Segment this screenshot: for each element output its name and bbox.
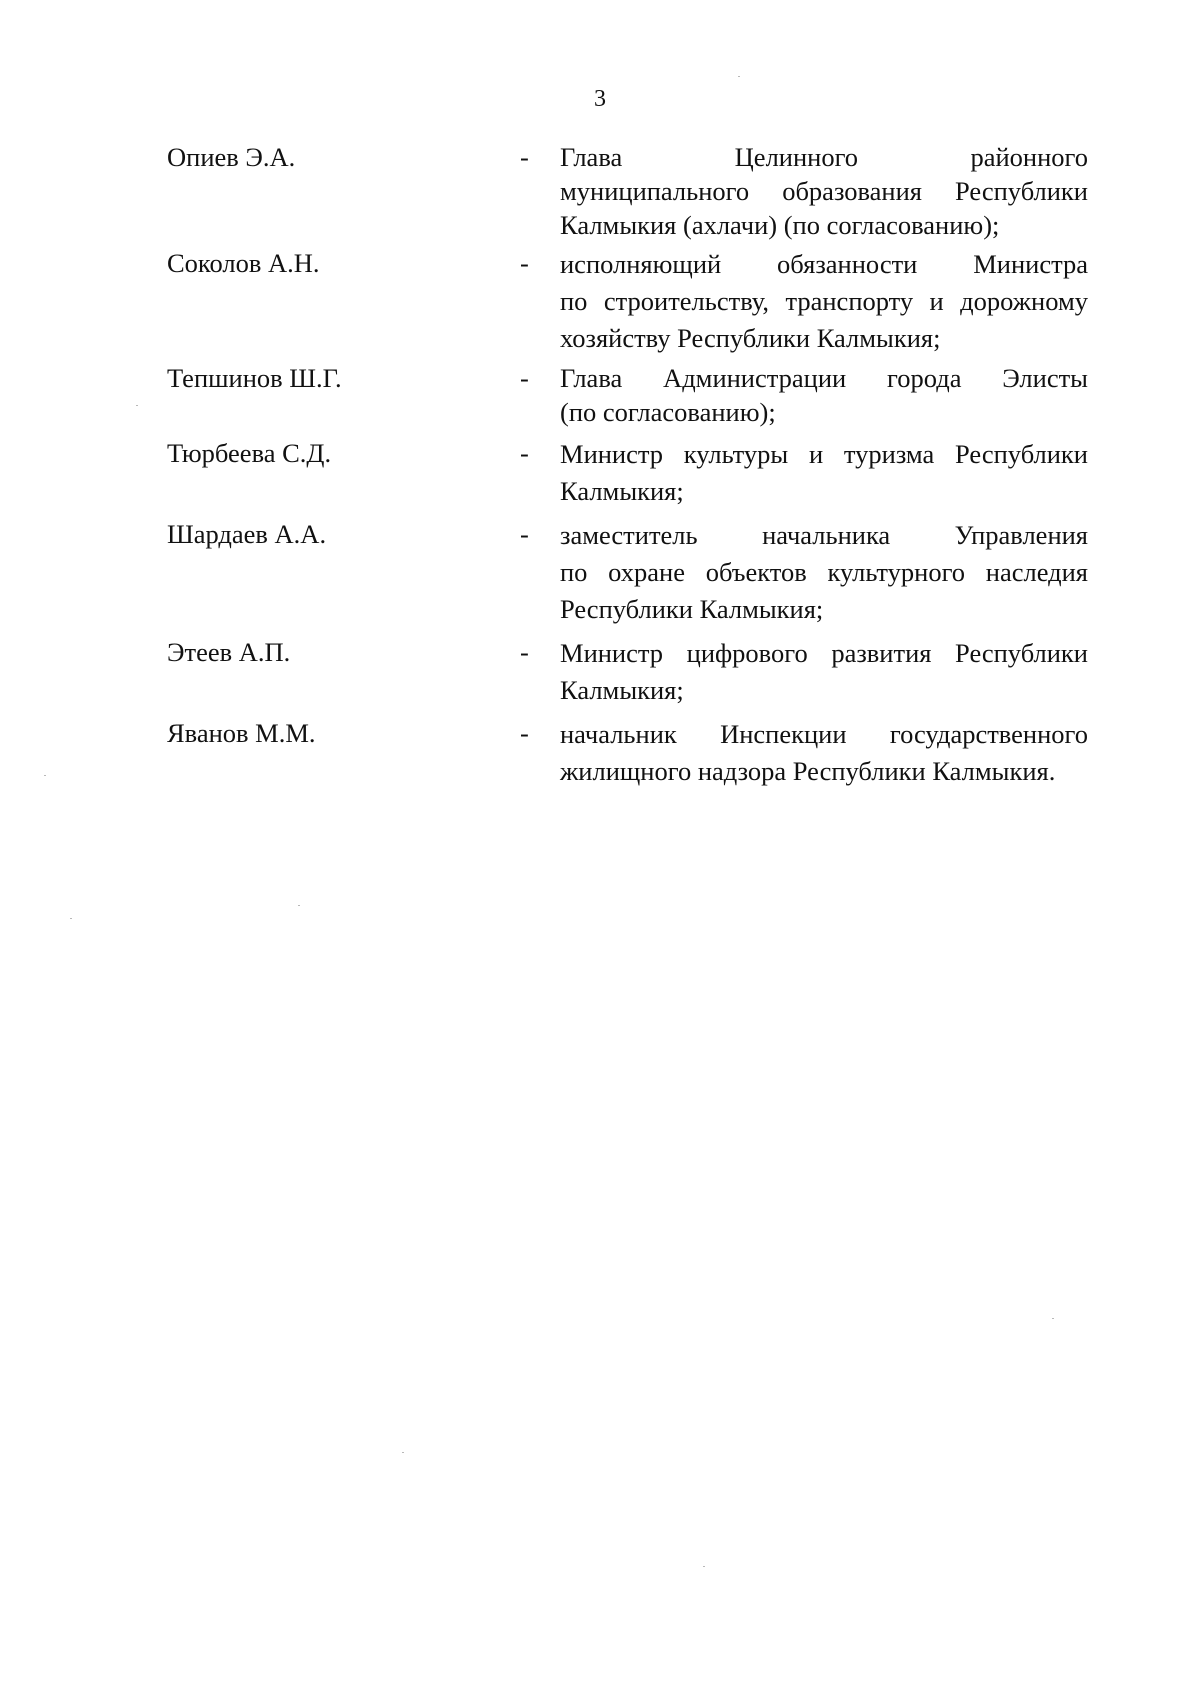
scan-speck [70,918,72,919]
member-name: Опиев Э.А. [167,142,296,172]
member-role-line: по охране объектов культурного наследия [560,557,1088,587]
member-role-line: Калмыкия; [560,675,684,705]
member-role [560,246,1088,357]
scan-speck [1052,1318,1054,1319]
member-role [560,361,1088,429]
member-entry [167,246,1102,357]
member-name: Шардаев А.А. [167,519,327,549]
member-dash: - [520,637,529,667]
member-role-line: заместитель начальника Управления [560,520,1088,550]
member-role-line: Калмыкия (ахлачи) (по согласованию); [560,210,1000,240]
member-dash: - [520,142,529,172]
member-role-line: жилищного надзора Республики Калмыкия. [560,756,1056,786]
members-list [167,140,1102,790]
member-name: Яванов М.М. [167,718,316,748]
member-dash: - [520,519,529,549]
member-role-line: Министр цифрового развития Республики [560,638,1088,668]
member-role-line: Калмыкия; [560,476,684,506]
scan-speck [298,905,300,906]
member-role-line: исполняющий обязанности Министра [560,249,1088,279]
member-role-line: по строительству, транспорту и дорожному [560,286,1088,316]
member-role-line: начальник Инспекции государственного [560,719,1088,749]
member-entry [167,517,1102,628]
scan-speck [738,76,740,77]
scan-speck [402,1452,404,1453]
member-name: Соколов А.Н. [167,248,320,278]
member-dash: - [520,248,529,278]
member-role-line: Республики Калмыкия; [560,594,824,624]
member-entry [167,436,1102,510]
member-entry [167,635,1102,709]
member-entry [167,140,1102,242]
member-role-line: хозяйству Республики Калмыкия; [560,323,941,353]
member-name: Этеев А.П. [167,637,291,667]
member-name: Тепшинов Ш.Г. [167,363,342,393]
page-number: 3 [594,86,606,112]
member-role-line: Глава Администрации города Элисты [560,363,1088,393]
member-role [560,635,1088,709]
member-name: Тюрбеева С.Д. [167,438,332,468]
member-role [560,140,1088,242]
scan-speck [44,775,46,776]
member-role-line: Министр культуры и туризма Республики [560,439,1088,469]
member-role-line: Глава Целинного районного [560,142,1088,172]
member-entry [167,361,1102,429]
scan-speck [136,405,138,406]
member-role [560,517,1088,628]
member-dash: - [520,718,529,748]
member-entry [167,716,1102,790]
member-role-line: (по согласованию); [560,397,776,427]
member-role [560,716,1088,790]
member-role-line: муниципального образования Республики [560,176,1088,206]
scan-speck [703,1566,705,1567]
member-dash: - [520,363,529,393]
member-role [560,436,1088,510]
member-dash: - [520,438,529,468]
